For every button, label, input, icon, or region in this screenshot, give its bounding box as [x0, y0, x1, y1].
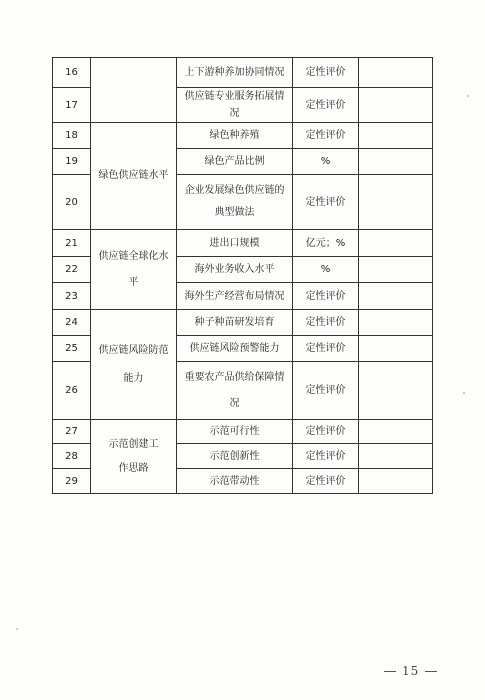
method-cell: 定性评价: [293, 310, 359, 336]
method-cell: 定性评价: [293, 444, 359, 469]
category-cell-empty: [91, 58, 177, 123]
row-number: 16: [53, 58, 91, 88]
category-cell: 示范创建工作思路: [91, 420, 177, 494]
footer-dash-left: [384, 671, 396, 672]
row-number: 20: [53, 175, 91, 230]
scan-speck: [467, 95, 469, 97]
remark-cell: [359, 362, 433, 420]
row-number: 23: [53, 283, 91, 310]
row-number: 29: [53, 469, 91, 494]
method-cell: 定性评价: [293, 175, 359, 230]
remark-cell: [359, 310, 433, 336]
category-cell: 绿色供应链水平: [91, 123, 177, 230]
indicator-cell: 绿色产品比例: [177, 149, 293, 175]
method-cell: 定性评价: [293, 58, 359, 88]
remark-cell: [359, 175, 433, 230]
table-row: [53, 420, 433, 444]
footer-dash-right: [425, 671, 437, 672]
method-cell: 定性评价: [293, 336, 359, 362]
row-number: 22: [53, 257, 91, 283]
indicator-cell: 示范可行性: [177, 420, 293, 444]
remark-cell: [359, 230, 433, 257]
remark-cell: [359, 283, 433, 310]
indicator-cell: 示范带动性: [177, 469, 293, 494]
remark-cell: [359, 444, 433, 469]
row-number: 24: [53, 310, 91, 336]
indicator-cell: 绿色种养殖: [177, 123, 293, 149]
row-number: 19: [53, 149, 91, 175]
table-row: [53, 123, 433, 149]
indicator-cell: 企业发展绿色供应链的典型做法: [177, 175, 293, 230]
indicator-cell: 海外业务收入水平: [177, 257, 293, 283]
method-cell: 定性评价: [293, 469, 359, 494]
method-cell: 定性评价: [293, 123, 359, 149]
remark-cell: [359, 58, 433, 88]
table-row: [53, 58, 433, 88]
category-cell: 供应链全球化水平: [91, 230, 177, 310]
indicator-cell: 种子种苗研发培育: [177, 310, 293, 336]
method-cell: 定性评价: [293, 283, 359, 310]
row-number: 18: [53, 123, 91, 149]
row-number: 28: [53, 444, 91, 469]
page-number: 15: [402, 664, 420, 678]
indicator-cell: 海外生产经营布局情况: [177, 283, 293, 310]
method-cell: %: [293, 149, 359, 175]
table-row: [53, 230, 433, 257]
remark-cell: [359, 469, 433, 494]
method-cell: 定性评价: [293, 88, 359, 123]
row-number: 27: [53, 420, 91, 444]
remark-cell: [359, 88, 433, 123]
row-number: 25: [53, 336, 91, 362]
remark-cell: [359, 123, 433, 149]
indicator-cell: 重要农产品供给保障情况: [177, 362, 293, 420]
category-cell: 供应链风险防范能力: [91, 310, 177, 420]
method-cell: 定性评价: [293, 420, 359, 444]
method-cell: %: [293, 257, 359, 283]
method-cell: 亿元；%: [293, 230, 359, 257]
table-row: [53, 310, 433, 336]
remark-cell: [359, 149, 433, 175]
remark-cell: [359, 336, 433, 362]
indicator-table: [52, 57, 433, 494]
indicator-cell: 上下游种养加协同情况: [177, 58, 293, 88]
remark-cell: [359, 257, 433, 283]
method-cell: 定性评价: [293, 362, 359, 420]
remark-cell: [359, 420, 433, 444]
indicator-cell: 供应链专业服务拓展情况: [177, 88, 293, 123]
indicator-cell: 进出口规模: [177, 230, 293, 257]
row-number: 26: [53, 362, 91, 420]
indicator-cell: 示范创新性: [177, 444, 293, 469]
row-number: 17: [53, 88, 91, 123]
page-number-footer: [378, 664, 443, 678]
indicator-cell: 供应链风险预警能力: [177, 336, 293, 362]
row-number: 21: [53, 230, 91, 257]
scan-speck: [16, 628, 18, 630]
scan-speck: [463, 392, 465, 394]
